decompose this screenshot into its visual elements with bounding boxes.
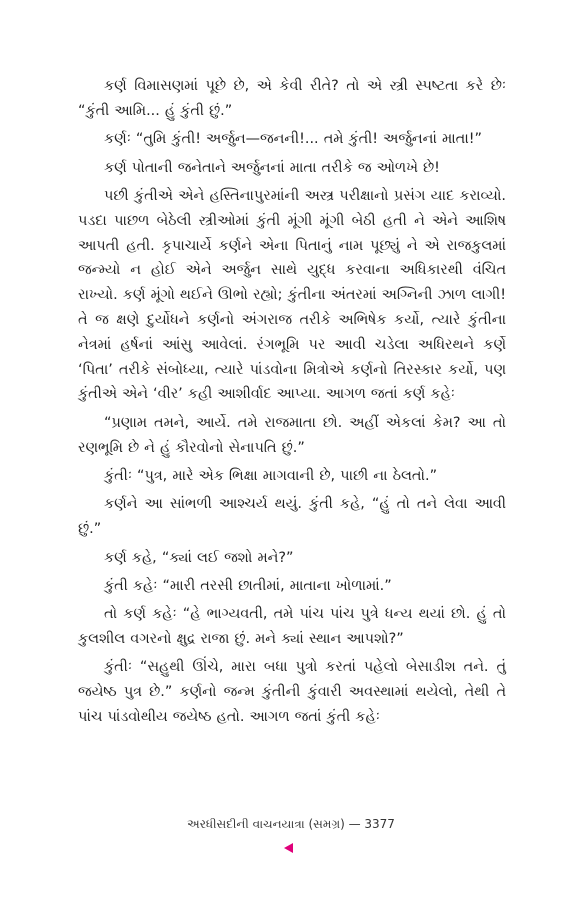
paragraph-5: “પ્રણામ તમને, આર્યે. તમે રાજમાતા છો. અહીં એકલાં કેમ? આ તો રણભૂમિ છે ને હું કૌરવોનો સેનાપતિ છું.” [78, 414, 506, 456]
paragraph-8: કર્ણ કહે, “ક્યાં લઈ જશો મને?” [104, 549, 294, 566]
paragraph-3: કર્ણ પોતાની જનેતાને અર્જુનનાં માતા તરીકે જ ઓળખે છે! [104, 159, 440, 176]
page-body [78, 74, 506, 733]
paragraph-6: કુંતીઃ “પુત્ર, મારે એક ભિક્ષા માગવાની છે, પાછી ના ઠેલતો.” [104, 467, 438, 484]
paragraph-2: કર્ણઃ “તુમિ કુંતી! અર્જુન—જનની!... તમે કુંતી! અર્જુનનાં માતા!” [104, 131, 482, 148]
paragraph-4: પછી કુંતીએ એને હસ્તિનાપુરમાંની અસ્ત્ર પરીક્ષાનો પ્રસંગ યાદ કરાવ્યો. પડદા પાછળ બેઠેલી સ્ત્રીઓમાં કુંતી મૂંગી મૂંગી બેઠી હતી ને એને આશિષ આપતી હતી. કૃપાચાર્યે કર્ણને એના પિતાનું નામ પૂછ્યું ને એ રાજકુલમાં જન્મ્યો ન હોઈ એને અર્જુન સાથે યુદ્ધ કરવાના અધિકારથી વંચિત રાખ્યો. કર્ણ મૂંગો થઈને ઊભો રહ્યો; કુંતીના અંતરમાં અગ્નિની ઝાળ લાગી! તે જ ક્ષણે દુર્યોધને કર્ણનો અંગરાજ તરીકે અભિષેક કર્યો, ત્યારે કુંતીના નેત્રમાં હર્ષનાં આંસુ આવેલાં. રંગભૂમિ પર આવી ચડેલા અધિરથને કર્ણે ‘પિતા’ તરીકે સંબોધ્યા, ત્યારે પાંડવોના મિત્રોએ કર્ણનો તિરસ્કાર કર્યો, પણ કુંતીએ એને ‘વીર’ કહી આશીર્વાદ આપ્યા. આગળ જતાં કર્ણ કહેઃ [78, 187, 506, 403]
paragraph-10: તો કર્ણ કહેઃ “હે ભાગ્યવતી, તમે પાંચ પાંચ પુત્રે ધન્ય થયાં છો. હું તો કુલશીલ વગરનો ક્ષુદ્ર રાજા છું. મને ક્યાં સ્થાન આપશો?” [78, 606, 506, 648]
paragraph-9: કુંતી કહેઃ “મારી તરસી છાતીમાં, માતાના ખોળામાં.” [104, 577, 392, 594]
paragraph-11: કુંતીઃ “સહુથી ઊંચે, મારા બધા પુત્રો કરતાં પહેલો બેસાડીશ તને. તું જયેષ્ઠ પુત્ર છે.” કર્ણનો જન્મ કુંતીની કુંવારી અવસ્થામાં થયેલો, તેથી તે પાંચ પાંડવોથીય જયેષ્ઠ હતો. આગળ જતાં કુંતી કહેઃ [78, 659, 506, 726]
paragraph-1: કર્ણ વિમાસણમાં પૂછે છે, એ કેવી રીતે? તો એ સ્ત્રી સ્પષ્ટતા કરે છેઃ “કુંતી આમિ... હું કુંતી છું.” [78, 78, 506, 119]
page-footer: અરધીસદીની વાચનયાત્રા (સમગ્ર) — 3377 [187, 817, 395, 831]
left-triangle-icon[interactable] [284, 843, 293, 853]
paragraph-7: કર્ણને આ સાંભળી આશ્ચર્ય થયું. કુંતી કહે, “હું તો તને લેવા આવી છું.” [78, 496, 506, 538]
